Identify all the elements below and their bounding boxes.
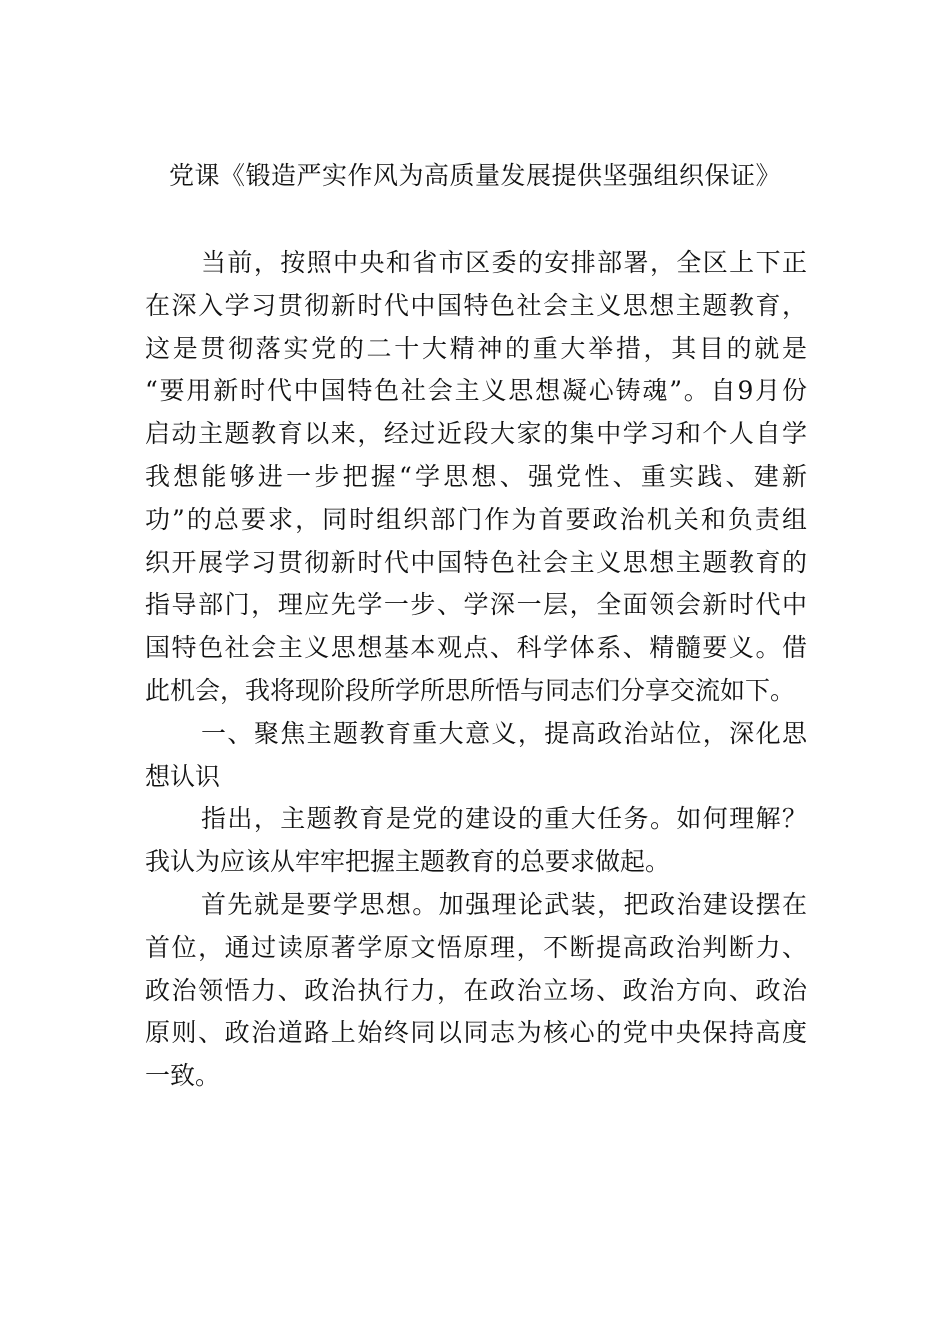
text-line: 当前，按照中央和省市区委的安排部署，全区上下正 [201, 248, 807, 277]
text-line: 在深入学习贯彻新时代中国特色社会主义思想主题教育， [145, 290, 807, 320]
text-line: 政治领悟力、政治执行力，在政治立场、政治方向、政治 [145, 975, 807, 1005]
text-line: 功”的总要求，同时组织部门作为首要政治机关和负责组 [145, 504, 807, 534]
text-line: 我认为应该从牢牢把握主题教育的总要求做起。 [145, 847, 671, 877]
text-line: “要用新时代中国特色社会主义思想凝心铸魂”。自9月份 [145, 376, 807, 406]
document-body [145, 242, 807, 1098]
text-line: 一、聚焦主题教育重大意义，提高政治站位，深化思 [201, 718, 807, 748]
text-line: 我想能够进一步把握“学思想、强党性、重实践、建新 [145, 461, 807, 491]
text-line: 指导部门，理应先学一步、学深一层，全面领会新时代中 [145, 590, 807, 620]
paragraph-task [145, 798, 807, 884]
text-line: 启动主题教育以来，经过近段大家的集中学习和个人自学 [145, 419, 807, 449]
text-line: 这是贯彻落实党的二十大精神的重大举措，其目的就是 [145, 333, 807, 363]
text-line: 首位，通过读原著学原文悟原理，不断提高政治判断力、 [145, 932, 807, 962]
text-line: 想认识 [145, 761, 221, 791]
paragraph-intro [145, 242, 807, 713]
text-line: 原则、政治道路上始终同以同志为核心的党中央保持高度 [145, 1018, 807, 1048]
text-line: 此机会，我将现阶段所学所思所悟与同志们分享交流如下。 [145, 675, 796, 705]
text-line: 首先就是要学思想。加强理论武装，把政治建设摆在 [201, 889, 807, 919]
text-line: 指出，主题教育是党的建设的重大任务。如何理解？ [201, 804, 807, 834]
paragraph-study-thought [145, 884, 807, 1098]
document-title: 党课《锻造严实作风为高质量发展提供坚强组织保证》 [168, 161, 781, 190]
text-line: 织开展学习贯彻新时代中国特色社会主义思想主题教育的 [145, 547, 807, 577]
text-line: 一致。 [145, 1061, 221, 1091]
section-heading-1 [145, 713, 807, 799]
text-line: 国特色社会主义思想基本观点、科学体系、精髓要义。借 [145, 633, 807, 663]
